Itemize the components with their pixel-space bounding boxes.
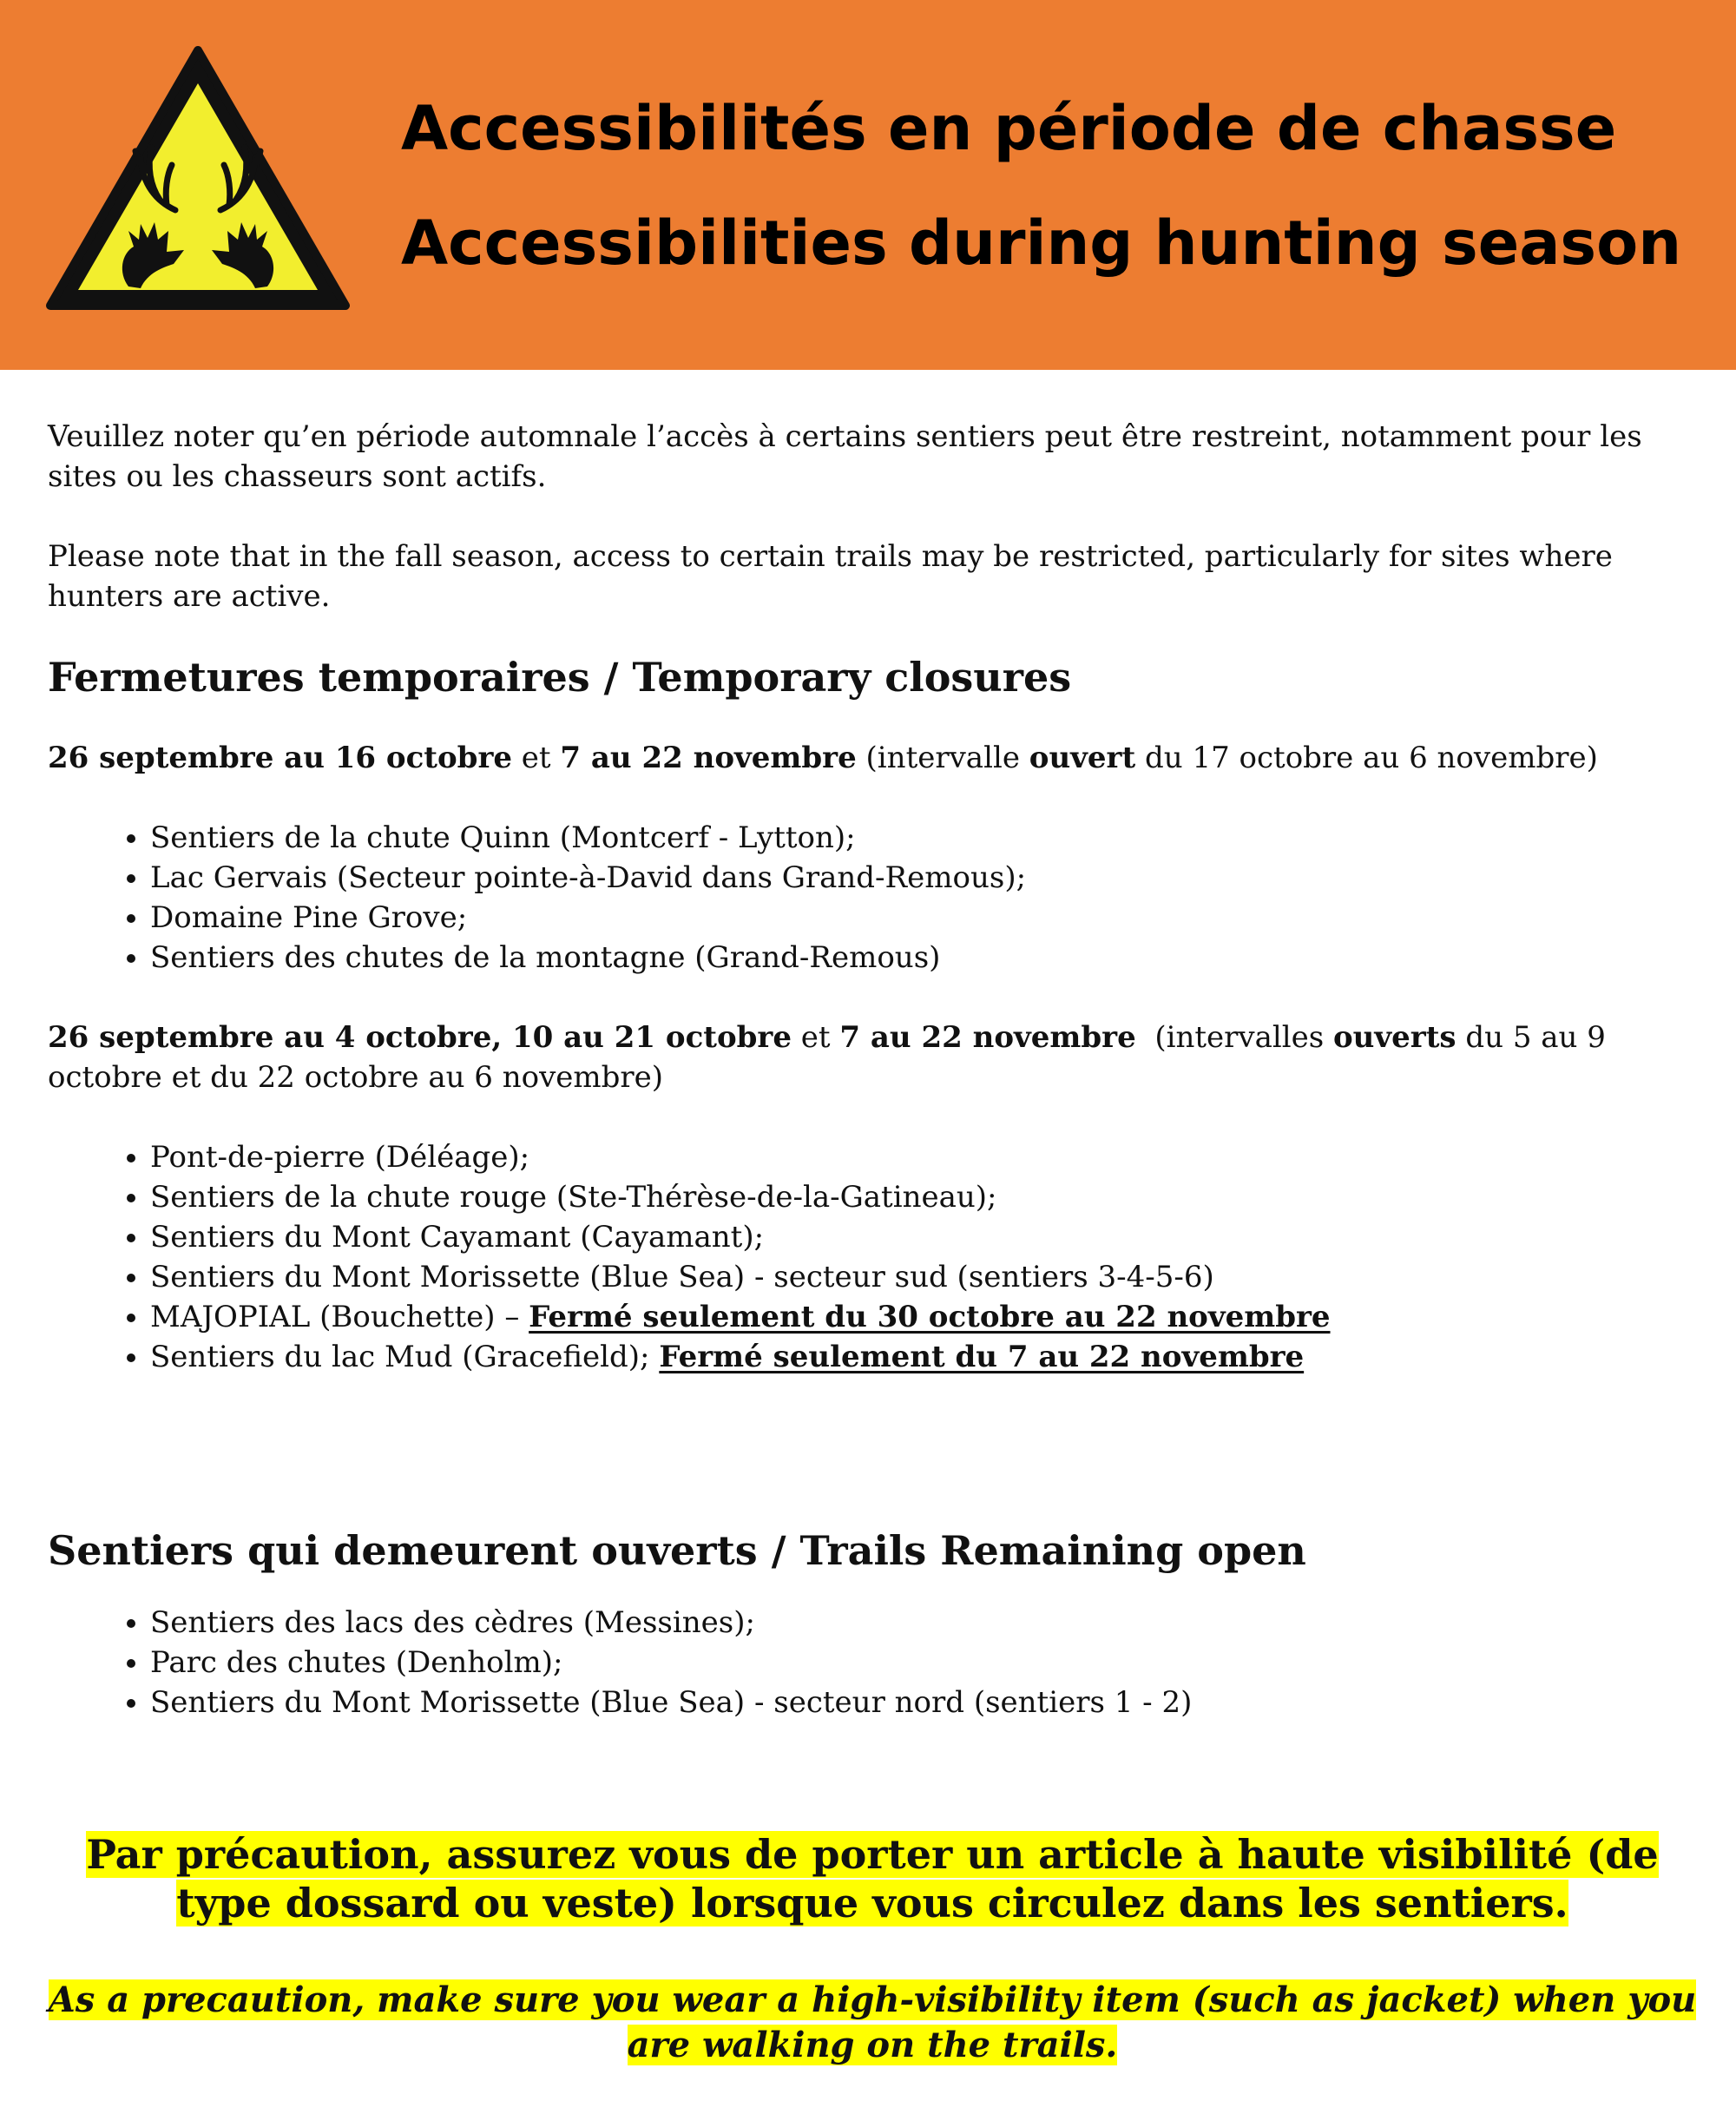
- period-1-range-a: 26 septembre au 16 octobre: [48, 741, 512, 775]
- period-1-note-open: ouvert: [1029, 741, 1136, 775]
- header-banner: [0, 0, 1736, 370]
- closures-heading: Fermetures temporaires / Temporary closures: [48, 654, 1072, 701]
- list-item: • Sentiers du Mont Morissette (Blue Sea) - secteur sud (sentiers 3-4-5-6): [150, 1257, 1697, 1297]
- period-1-range-b: 7 au 22 novembre: [560, 741, 857, 775]
- list-item: • Parc des chutes (Denholm);: [150, 1643, 1697, 1683]
- list-item: • Sentiers de la chute rouge (Ste-Thérèse-de-la-Gatineau);: [150, 1177, 1697, 1217]
- precaution-fr: Par précaution, assurez vous de porter un article à haute visibilité (de type dossard ou veste) lorsque vous circulez dans les sentiers.: [86, 1831, 1659, 1926]
- list-item: • Sentiers du Mont Cayamant (Cayamant);: [150, 1217, 1697, 1257]
- list-item: • Pont-de-pierre (Déléage);: [150, 1137, 1697, 1177]
- period-2-range-a: 26 septembre au 4 octobre, 10 au 21 octobre: [48, 1020, 792, 1055]
- period-1-note-pre: (intervalle: [856, 741, 1029, 775]
- closure-period-1: [48, 738, 1697, 778]
- period-2-note-post: du 5 au 9 octobre et du 22 octobre au 6 novembre): [48, 1020, 1606, 1095]
- closure-list-1: [48, 818, 1697, 978]
- period-1-note-post: du 17 octobre au 6 novembre): [1135, 741, 1598, 775]
- closure-period-2: [48, 1018, 1697, 1097]
- intro-en: Please note that in the fall season, access to certain trails may be restricted, particularly for sites where hunters are active.: [48, 539, 1613, 614]
- list-item-lac-mud: [150, 1337, 1697, 1377]
- list-item: • Sentiers du Mont Morissette (Blue Sea) - secteur nord (sentiers 1 - 2): [150, 1683, 1697, 1722]
- hunting-warning-sign-icon: [45, 45, 351, 316]
- page-title: [401, 71, 1681, 300]
- list-item: • Sentiers des lacs des cèdres (Messines);: [150, 1603, 1697, 1643]
- period-2-note-pre: (intervalles: [1135, 1020, 1333, 1055]
- precaution-notice: [48, 1830, 1697, 2068]
- open-trails-list: [48, 1603, 1697, 1722]
- list-item: • Domaine Pine Grove;: [150, 898, 1697, 938]
- list-item: • Sentiers de la chute Quinn (Montcerf - Lytton);: [150, 818, 1697, 858]
- lac-mud-closure-note: Fermé seulement du 7 au 22 novembre: [659, 1340, 1305, 1374]
- period-1-joiner: et: [512, 741, 561, 775]
- list-item: • Lac Gervais (Secteur pointe-à-David dans Grand-Remous);: [150, 858, 1697, 898]
- period-2-note-open: ouverts: [1333, 1020, 1457, 1055]
- period-2-range-b: 7 au 22 novembre: [839, 1020, 1136, 1055]
- title-fr: Accessibilités en période de chasse: [401, 93, 1617, 164]
- list-item-majopial: [150, 1297, 1697, 1337]
- period-2-joiner: et: [791, 1020, 840, 1055]
- title-en: Accessibilities during hunting season: [401, 207, 1682, 279]
- precaution-en: As a precaution, make sure you wear a high-visibility item (such as jacket) when you are walking on the trails.: [48, 1979, 1697, 2065]
- main-content: [48, 417, 1697, 2068]
- majopial-closure-note: Fermé seulement du 30 octobre au 22 novembre: [529, 1300, 1331, 1334]
- open-trails-heading: Sentiers qui demeurent ouverts / Trails Remaining open: [48, 1527, 1306, 1574]
- list-item: • Sentiers des chutes de la montagne (Grand-Remous): [150, 938, 1697, 978]
- majopial-label: MAJOPIAL (Bouchette) –: [150, 1300, 529, 1334]
- intro-fr: Veuillez noter qu’en période automnale l’accès à certains sentiers peut être restreint, notamment pour les sites ou les chasseurs sont actifs.: [48, 419, 1642, 494]
- lac-mud-label: Sentiers du lac Mud (Gracefield);: [150, 1340, 660, 1374]
- closure-list-2: [48, 1137, 1697, 1377]
